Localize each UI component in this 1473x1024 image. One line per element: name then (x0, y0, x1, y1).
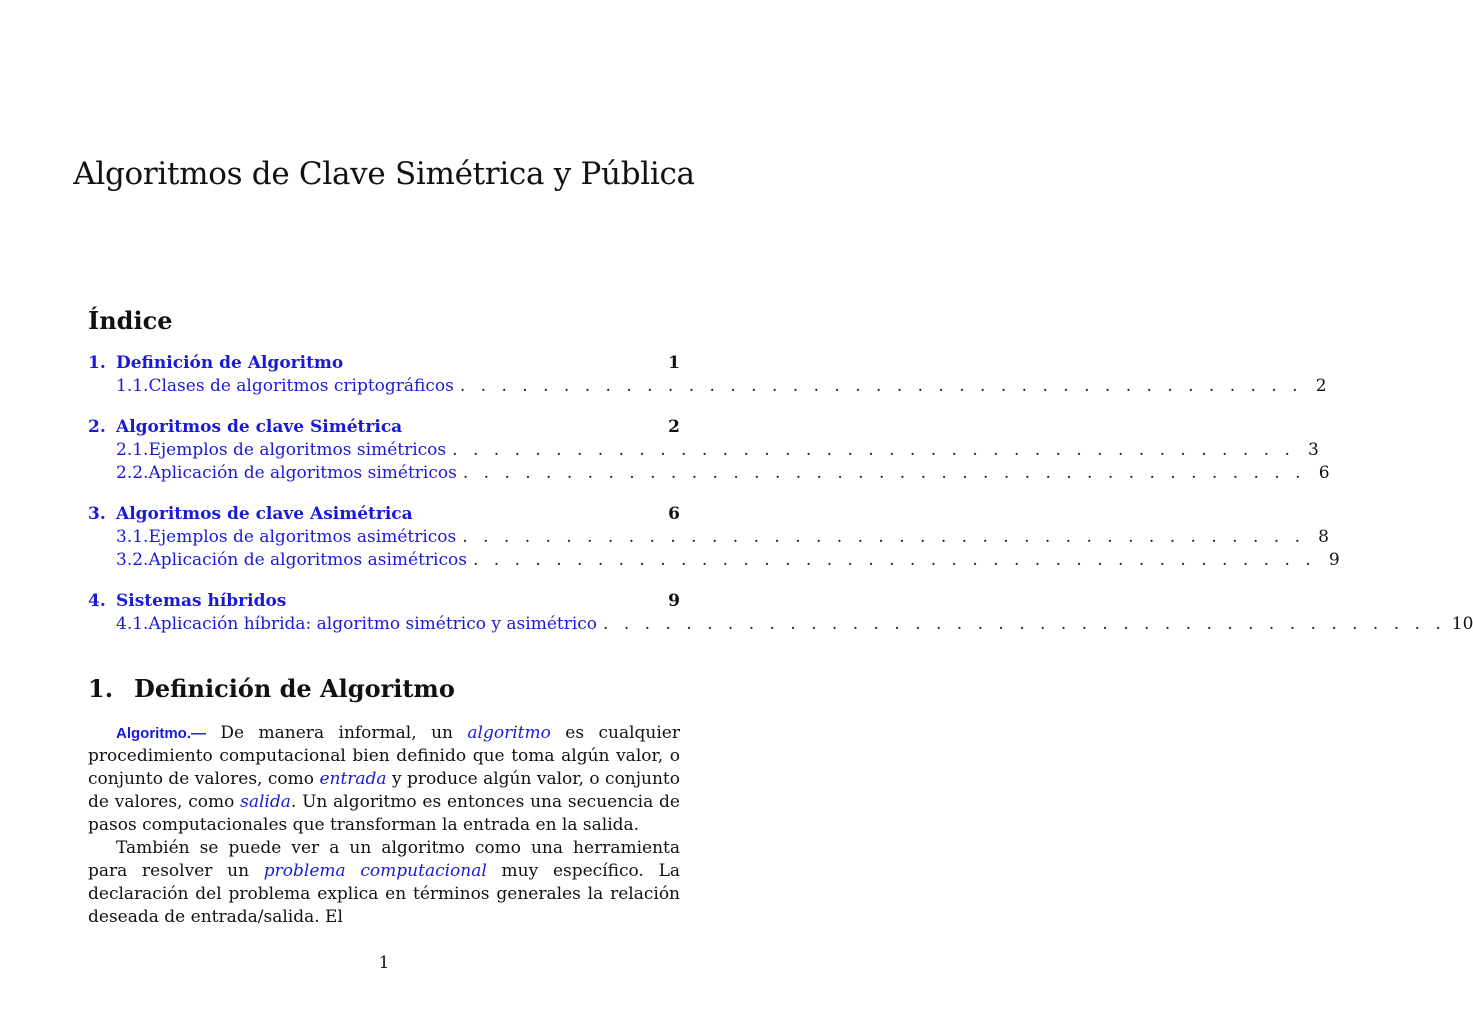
paragraph-text: es cualquier procedimiento computacional bien definido que toma algún valor, o conjunto de valores, como (88, 723, 680, 789)
toc-dot-leader: . . . . . . . . . . . . . . . . . . . . . . . . . . . . . . . . . . . . . . . . . (603, 614, 1446, 634)
section-body (88, 722, 680, 929)
toc-entry-label[interactable]: Aplicación de algoritmos simétricos (148, 463, 457, 483)
toc-entry-1[interactable] (88, 352, 680, 375)
toc-group (88, 416, 1330, 485)
toc-entry-label[interactable]: Definición de Algoritmo (116, 353, 344, 373)
term-link[interactable]: problema computacional (263, 861, 487, 881)
toc-entry-number: 4.1. (116, 614, 149, 634)
toc-entry-3-1[interactable] (88, 526, 1329, 549)
toc-entry-page: 10 (1451, 614, 1473, 634)
toc-dot-leader: . . . . . . . . . . . . . . . . . . . . . . . . . . . . . . . . . . . . . . . . . (452, 440, 1295, 460)
toc-entry-label[interactable]: Aplicación de algoritmos asimétricos (148, 550, 467, 570)
toc-entry-page: 2 (1315, 376, 1327, 396)
toc-dot-leader: . . . . . . . . . . . . . . . . . . . . . . . . . . . . . . . . . . . . . . . . . (459, 376, 1303, 396)
section-heading (88, 674, 455, 703)
toc-entry-page: 8 (1318, 527, 1329, 547)
toc-entry-page: 9 (1328, 550, 1340, 570)
toc-entry-number: 3.1. (116, 527, 149, 547)
toc-entry-label[interactable]: Algoritmos de clave Simétrica (116, 417, 403, 437)
toc-entry-number: 2.2. (116, 463, 149, 483)
toc-entry-2-2[interactable] (88, 462, 1330, 485)
toc-entry-number: 1.1. (116, 376, 149, 396)
toc-entry-number: 4. (88, 591, 106, 611)
toc-entry-number: 1. (88, 353, 106, 373)
section-number: 1. (88, 674, 114, 703)
toc-entry-label[interactable]: Sistemas híbridos (116, 591, 287, 611)
toc-entry-4-1[interactable] (88, 613, 1473, 636)
toc-entry-label[interactable]: Clases de algoritmos criptográficos (148, 376, 454, 396)
term-link[interactable]: algoritmo (467, 723, 551, 743)
paragraph (88, 722, 680, 837)
toc-entry-label[interactable]: Aplicación híbrida: algoritmo simétrico y asimétrico (148, 614, 598, 634)
paragraph-text: muy específico. La declaración del problema explica en términos generales la relación deseada de entrada/salida. El (88, 861, 681, 927)
paragraph-text: . Un algoritmo es entonces una secuencia de pasos computacionales que transforman la entrada en la salida. (88, 792, 680, 835)
toc-entry-2[interactable] (88, 416, 680, 439)
paragraph-text: y produce algún valor, o conjunto de valores, como (88, 769, 680, 812)
toc-entry-page: 6 (668, 504, 680, 524)
toc-entry-page: 1 (668, 353, 680, 373)
toc-dot-leader: . . . . . . . . . . . . . . . . . . . . . . . . . . . . . . . . . . . . . . . . . (472, 550, 1316, 570)
page-number: 1 (378, 953, 390, 973)
table-of-contents (88, 352, 1473, 654)
toc-entry-3-2[interactable] (88, 549, 1340, 572)
section-title: Definición de Algoritmo (134, 674, 455, 703)
toc-entry-label[interactable]: Ejemplos de algoritmos simétricos (148, 440, 447, 460)
toc-entry-page: 6 (1318, 463, 1330, 483)
term-link[interactable]: salida (240, 792, 291, 812)
toc-entry-3[interactable] (88, 503, 680, 526)
paragraph-text: De manera informal, un (206, 723, 468, 743)
toc-dot-leader: . . . . . . . . . . . . . . . . . . . . . . . . . . . . . . . . . . . . . . . . . (462, 463, 1306, 483)
paragraph-text: También se puede ver a un algoritmo como una herramienta para resolver un (88, 838, 680, 881)
toc-entry-page: 9 (668, 591, 680, 611)
toc-entry-label[interactable]: Ejemplos de algoritmos asimétricos (148, 527, 457, 547)
toc-entry-2-1[interactable] (88, 439, 1319, 462)
definition-label: Algoritmo.— (116, 725, 206, 742)
toc-group (88, 503, 1340, 572)
toc-entry-number: 3. (88, 504, 106, 524)
toc-entry-label[interactable]: Algoritmos de clave Asimétrica (116, 504, 413, 524)
toc-entry-number: 2.1. (116, 440, 149, 460)
term-link[interactable]: entrada (319, 769, 387, 789)
toc-entry-number: 2. (88, 417, 106, 437)
toc-dot-leader: . . . . . . . . . . . . . . . . . . . . . . . . . . . . . . . . . . . . . . . . . (462, 527, 1305, 547)
toc-group (88, 352, 1327, 398)
toc-group (88, 590, 1473, 636)
paragraph (88, 837, 680, 929)
toc-entry-4[interactable] (88, 590, 680, 613)
toc-entry-number: 3.2. (116, 550, 149, 570)
toc-entry-1-1[interactable] (88, 375, 1327, 398)
toc-entry-page: 2 (668, 417, 680, 437)
toc-heading: Índice (88, 306, 173, 335)
toc-entry-page: 3 (1308, 440, 1319, 460)
document-title: Algoritmos de Clave Simétrica y Pública (73, 156, 695, 192)
